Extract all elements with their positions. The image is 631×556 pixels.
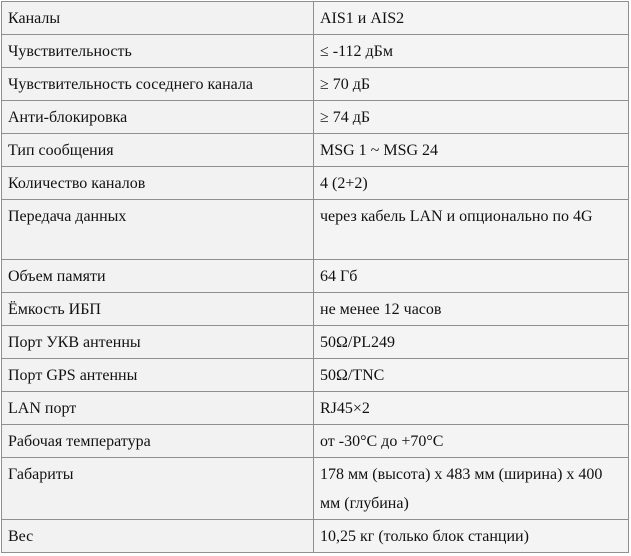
param-cell: Порт УКВ антенны <box>2 326 314 359</box>
value-cell: не менее 12 часов <box>314 293 629 326</box>
value-cell: ≥ 70 дБ <box>314 68 629 101</box>
table-row <box>2 359 629 392</box>
param-cell: Чувствительность <box>2 35 314 68</box>
table-row <box>2 293 629 326</box>
param-cell: LAN порт <box>2 392 314 425</box>
table-row <box>2 134 629 167</box>
value-cell: 178 мм (высота) х 483 мм (ширина) х 400 мм (глубина) <box>314 458 629 520</box>
value-cell: MSG 1 ~ MSG 24 <box>314 134 629 167</box>
param-cell: Чувствительность соседнего канала <box>2 68 314 101</box>
value-cell: RJ45×2 <box>314 392 629 425</box>
param-cell: Каналы <box>2 2 314 35</box>
value-cell: 50Ω/TNC <box>314 359 629 392</box>
value-cell: 4 (2+2) <box>314 167 629 200</box>
param-cell: Количество каналов <box>2 167 314 200</box>
table-row <box>2 458 629 520</box>
value-cell: ≥ 74 дБ <box>314 101 629 134</box>
param-cell: Вес <box>2 520 314 553</box>
value-cell: 10,25 кг (только блок станции) <box>314 520 629 553</box>
table-row <box>2 260 629 293</box>
param-cell: Объем памяти <box>2 260 314 293</box>
table-row <box>2 200 629 260</box>
param-cell: Тип сообщения <box>2 134 314 167</box>
table-row <box>2 35 629 68</box>
value-cell: от -30°C до +70°C <box>314 425 629 458</box>
value-cell: 50Ω/PL249 <box>314 326 629 359</box>
value-cell: AIS1 и AIS2 <box>314 2 629 35</box>
table-row <box>2 392 629 425</box>
param-cell: Габариты <box>2 458 314 520</box>
param-cell: Рабочая температура <box>2 425 314 458</box>
table-row <box>2 425 629 458</box>
param-cell: Порт GPS антенны <box>2 359 314 392</box>
table-row <box>2 326 629 359</box>
value-cell: через кабель LAN и опционально по 4G <box>314 200 629 260</box>
table-row <box>2 520 629 553</box>
param-cell: Передача данных <box>2 200 314 260</box>
spec-table <box>1 1 629 553</box>
table-row <box>2 101 629 134</box>
value-cell: 64 Гб <box>314 260 629 293</box>
table-row <box>2 167 629 200</box>
param-cell: Ёмкость ИБП <box>2 293 314 326</box>
table-row <box>2 2 629 35</box>
param-cell: Анти-блокировка <box>2 101 314 134</box>
value-cell: ≤ -112 дБм <box>314 35 629 68</box>
table-row <box>2 68 629 101</box>
